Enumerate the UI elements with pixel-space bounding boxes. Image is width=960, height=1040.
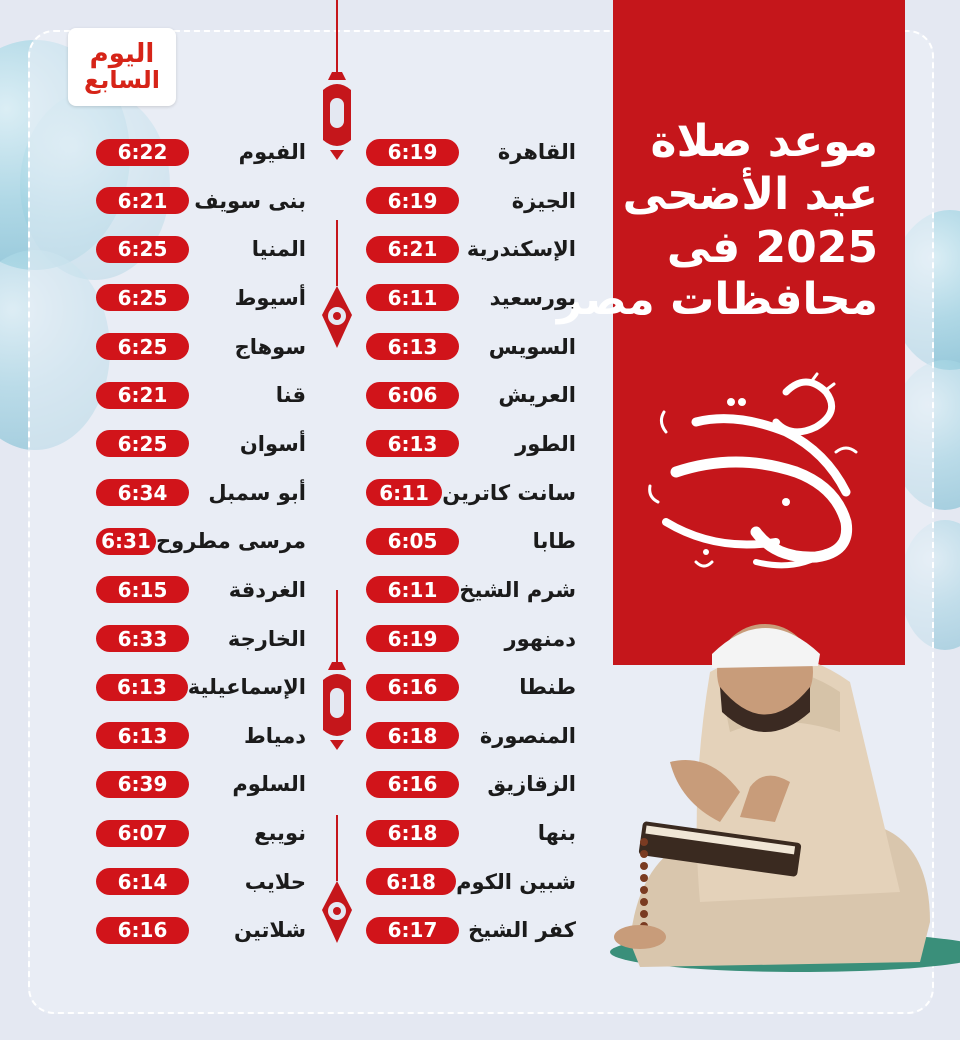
lantern-icon: [318, 815, 356, 950]
logo-text: اليوم: [89, 38, 155, 69]
prayer-time-row: [366, 770, 576, 798]
prayer-time-row: [96, 916, 306, 944]
city-name: طنطا: [519, 675, 576, 700]
prayer-time-row: [366, 527, 576, 555]
city-name: الغردقة: [228, 577, 306, 602]
prayer-time-row: [366, 333, 576, 361]
city-name: قنا: [275, 383, 306, 408]
city-name: بورسعيد: [489, 285, 576, 310]
city-name: الإسكندرية: [466, 237, 576, 262]
prayer-time-badge: 6:21: [366, 236, 459, 263]
prayer-time-badge: 6:21: [96, 187, 189, 214]
prayer-time-row: [366, 819, 576, 847]
city-name: شبين الكوم: [456, 869, 576, 894]
city-name: دمياط: [243, 723, 306, 748]
city-name: المنصورة: [479, 723, 576, 748]
prayer-time-row: [96, 576, 306, 604]
city-name: السلوم: [232, 772, 306, 797]
lantern-icon: [318, 220, 356, 355]
prayer-time-row: [366, 138, 576, 166]
prayer-time-badge: 6:16: [96, 917, 189, 944]
prayer-time-badge: 6:34: [96, 479, 189, 506]
prayer-time-badge: 6:06: [366, 382, 459, 409]
prayer-time-row: [366, 235, 576, 263]
praying-man-illustration-icon: [600, 592, 960, 1040]
prayer-time-row: [366, 430, 576, 458]
prayer-time-row: [366, 625, 576, 653]
eid-calligraphy-icon: [636, 362, 874, 590]
prayer-time-badge: 6:11: [366, 479, 442, 506]
title-line: موعد صلاة: [650, 116, 878, 167]
city-name: الطور: [515, 431, 576, 456]
prayer-time-badge: 6:15: [96, 576, 189, 603]
prayer-time-row: [366, 576, 576, 604]
prayer-time-badge: 6:05: [366, 528, 459, 555]
prayer-time-badge: 6:21: [96, 382, 189, 409]
city-name: الخارجة: [227, 626, 306, 651]
prayer-time-badge: 6:13: [96, 674, 188, 701]
city-name: مرسى مطروح: [156, 529, 306, 554]
prayer-time-badge: 6:19: [366, 625, 459, 652]
prayer-time-row: [366, 187, 576, 215]
prayer-time-badge: 6:14: [96, 868, 189, 895]
city-name: أبو سمبل: [208, 480, 306, 505]
page-title: [556, 116, 878, 327]
prayer-time-badge: 6:13: [366, 430, 459, 457]
prayer-time-badge: 6:11: [366, 284, 459, 311]
prayer-time-row: [96, 625, 306, 653]
city-name: شلاتين: [234, 918, 306, 943]
prayer-time-row: [96, 479, 306, 507]
city-name: شرم الشيخ: [459, 577, 576, 602]
prayer-time-badge: 6:25: [96, 430, 189, 457]
prayer-time-badge: 6:25: [96, 284, 189, 311]
prayer-time-badge: 6:31: [96, 528, 156, 555]
city-name: المنيا: [251, 237, 306, 262]
prayer-time-row: [366, 868, 576, 896]
city-name: سوهاج: [234, 334, 306, 359]
prayer-time-badge: 6:33: [96, 625, 189, 652]
city-name: كفر الشيخ: [468, 918, 576, 943]
prayer-time-badge: 6:18: [366, 722, 459, 749]
prayer-time-row: [96, 868, 306, 896]
prayer-time-badge: 6:11: [366, 576, 459, 603]
prayer-time-row: [366, 284, 576, 312]
city-name: العريش: [498, 383, 576, 408]
prayer-time-badge: 6:19: [366, 187, 459, 214]
city-name: نويبع: [254, 821, 306, 846]
prayer-time-row: [96, 673, 306, 701]
title-line: محافظات مصر: [556, 274, 878, 326]
prayer-time-row: [96, 527, 306, 555]
prayer-time-row: [96, 138, 306, 166]
prayer-time-row: [96, 187, 306, 215]
prayer-time-badge: 6:17: [366, 917, 459, 944]
prayer-time-row: [96, 722, 306, 750]
city-name: سانت كاترين: [442, 480, 576, 505]
prayer-time-badge: 6:13: [96, 722, 189, 749]
prayer-time-row: [366, 479, 576, 507]
prayer-time-badge: 6:16: [366, 674, 459, 701]
city-name: أسوان: [239, 431, 306, 456]
city-name: بنى سويف: [194, 188, 306, 213]
prayer-time-row: [366, 673, 576, 701]
prayer-time-row: [366, 722, 576, 750]
city-name: الزقازيق: [487, 772, 576, 797]
prayer-time-badge: 6:22: [96, 139, 189, 166]
prayer-time-row: [96, 284, 306, 312]
prayer-time-badge: 6:13: [366, 333, 459, 360]
prayer-time-badge: 6:16: [366, 771, 459, 798]
prayer-time-badge: 6:07: [96, 820, 189, 847]
lantern-icon: [318, 0, 356, 160]
city-name: طابا: [532, 529, 576, 554]
city-name: أسيوط: [234, 285, 306, 310]
prayer-time-badge: 6:25: [96, 236, 189, 263]
prayer-time-badge: 6:39: [96, 771, 189, 798]
logo: [68, 28, 176, 106]
prayer-time-row: [96, 819, 306, 847]
prayer-time-badge: 6:19: [366, 139, 459, 166]
prayer-time-badge: 6:25: [96, 333, 189, 360]
city-name: القاهرة: [497, 140, 576, 164]
city-name: حلايب: [244, 869, 306, 894]
city-name: السويس: [488, 334, 576, 359]
prayer-time-row: [96, 381, 306, 409]
prayer-time-row: [366, 916, 576, 944]
prayer-time-row: [366, 381, 576, 409]
city-name: بنها: [537, 821, 576, 846]
title-line: 2025 فى: [666, 221, 878, 273]
city-name: الجيزة: [511, 188, 576, 213]
city-name: الإسماعيلية: [187, 675, 306, 700]
prayer-time-row: [96, 770, 306, 798]
prayer-time-badge: 6:18: [366, 820, 459, 847]
prayer-time-badge: 6:18: [366, 868, 456, 895]
city-name: دمنهور: [504, 626, 576, 651]
logo-text: السابع: [83, 66, 161, 95]
city-name: الفيوم: [238, 140, 306, 164]
prayer-time-row: [96, 333, 306, 361]
lantern-icon: [318, 590, 356, 750]
prayer-time-row: [96, 235, 306, 263]
prayer-time-row: [96, 430, 306, 458]
title-line: عيد الأضحى: [622, 168, 878, 220]
